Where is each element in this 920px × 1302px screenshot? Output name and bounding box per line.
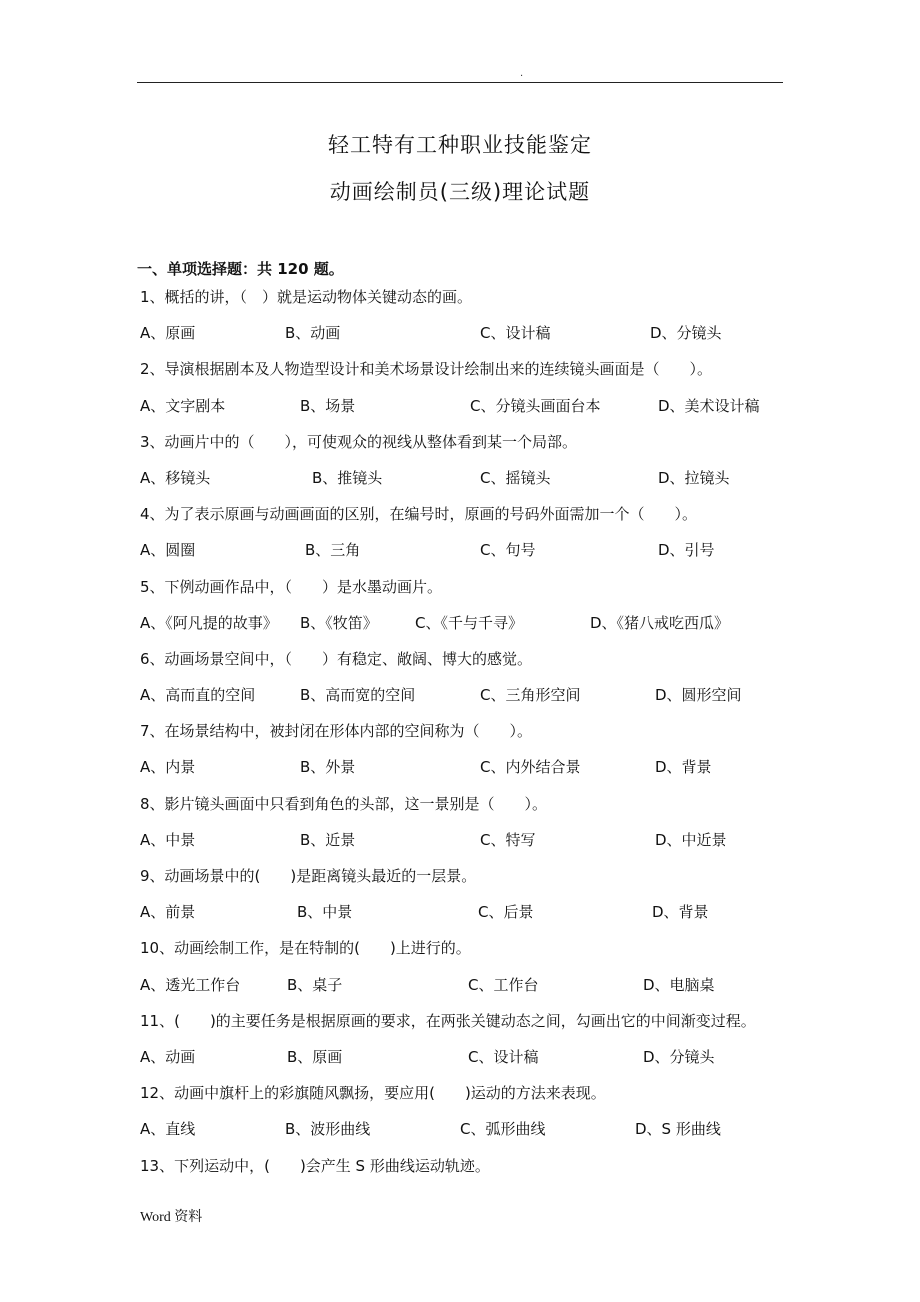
option-d: D、美术设计稿: [658, 396, 760, 415]
option-b: B、波形曲线: [285, 1120, 371, 1139]
question-text: [140, 1081, 840, 1117]
question-stem: 7、在场景结构中，被封闭在形体内部的空间称为（ ）。: [140, 722, 533, 741]
question-text: [140, 357, 840, 393]
option-b: B、《牧笛》: [300, 613, 378, 632]
option-a: A、动画: [140, 1047, 196, 1066]
option-c: C、《千与千寻》: [415, 613, 523, 632]
option-c: C、设计稿: [480, 324, 551, 343]
options-row: [140, 973, 840, 1009]
question-stem: 3、动画片中的（ ），可使观众的视线从整体看到某一个局部。: [140, 432, 578, 451]
option-b: B、高而宽的空间: [300, 686, 416, 705]
question-stem: 10、动画绘制工作，是在特制的( )上进行的。: [140, 939, 471, 958]
option-c: C、工作台: [468, 975, 539, 994]
question-list: [140, 285, 840, 1190]
option-b: B、外景: [300, 758, 356, 777]
question-stem: 1、概括的讲，（ ）就是运动物体关键动态的画。: [140, 288, 473, 306]
option-c: C、弧形曲线: [460, 1120, 546, 1139]
question-text: [140, 1154, 840, 1190]
question-stem: 8、影片镜头画面中只看到角色的头部，这一景别是（ ）。: [140, 794, 548, 813]
option-a: A、透光工作台: [140, 975, 241, 994]
options-row: [140, 828, 840, 864]
option-b: B、场景: [300, 396, 356, 415]
option-a: A、中景: [140, 830, 196, 849]
question-text: [140, 647, 840, 683]
option-a: A、圆圈: [140, 541, 196, 560]
option-d: D、分镜头: [650, 324, 722, 343]
option-a: A、文字剧本: [140, 396, 226, 415]
option-c: C、分镜头画面台本: [470, 396, 601, 415]
option-b: B、动画: [285, 324, 341, 343]
question-stem: 2、导演根据剧本及人物造型设计和美术场景设计绘制出来的连续镜头画面是（ ）。: [140, 360, 713, 379]
option-b: B、中景: [297, 903, 353, 922]
question-text: [140, 430, 840, 466]
title-line-2: 动画绘制员(三级)理论试题: [329, 180, 591, 204]
header-dot: .: [520, 68, 524, 79]
option-a: A、原画: [140, 324, 196, 343]
option-a: A、高而直的空间: [140, 686, 256, 705]
option-a: A、直线: [140, 1120, 196, 1139]
question-stem: 9、动画场景中的( )是距离镜头最近的一层景。: [140, 867, 477, 885]
question-stem: 13、下列运动中，( )会产生 S 形曲线运动轨迹。: [140, 1156, 490, 1175]
options-row: [140, 683, 840, 719]
option-c: C、摇镜头: [480, 468, 551, 487]
option-d: D、拉镜头: [658, 468, 730, 487]
question-text: [140, 575, 840, 611]
options-row: [140, 900, 840, 936]
options-row: [140, 611, 840, 647]
option-a: A、移镜头: [140, 468, 211, 487]
option-a: A、《阿凡提的故事》: [140, 613, 278, 632]
option-d: D、圆形空间: [655, 686, 742, 705]
option-b: B、三角: [305, 541, 361, 560]
option-d: D、电脑桌: [643, 975, 715, 994]
option-a: A、前景: [140, 903, 196, 922]
option-b: B、推镜头: [312, 468, 383, 487]
question-stem: 11、( )的主要任务是根据原画的要求，在两张关键动态之间，勾画出它的中间渐变过程。: [140, 1011, 756, 1030]
options-row: [140, 538, 840, 574]
question-stem: 6、动画场景空间中，（ ）有稳定、敞阔、博大的感觉。: [140, 649, 533, 668]
question-text: [140, 864, 840, 900]
options-row: [140, 466, 840, 502]
option-c: C、特写: [480, 830, 536, 849]
question-text: [140, 285, 840, 321]
section-heading: 一、单项选择题：共 120 题。: [137, 260, 344, 278]
option-c: C、设计稿: [468, 1047, 539, 1066]
option-b: B、原画: [287, 1047, 343, 1066]
option-d: D、背景: [655, 758, 712, 777]
option-d: D、中近景: [655, 830, 727, 849]
option-d: D、引号: [658, 541, 715, 560]
header-rule: [137, 82, 783, 83]
option-b: B、近景: [300, 830, 356, 849]
question-stem: 4、为了表示原画与动画画面的区别，在编号时，原画的号码外面需加一个（ ）。: [140, 505, 698, 524]
option-b: B、桌子: [287, 975, 343, 994]
option-d: D、《猪八戒吃西瓜》: [590, 613, 730, 632]
options-row: [140, 755, 840, 791]
option-c: C、句号: [480, 541, 536, 560]
question-text: [140, 936, 840, 972]
options-row: [140, 394, 840, 430]
question-stem: 12、动画中旗杆上的彩旗随风飘扬，要应用( )运动的方法来表现。: [140, 1084, 606, 1103]
option-d: D、背景: [652, 903, 709, 922]
options-row: [140, 1045, 840, 1081]
option-c: C、内外结合景: [480, 758, 581, 777]
title-line-1: 轻工特有工种职业技能鉴定: [328, 133, 592, 157]
option-a: A、内景: [140, 758, 196, 777]
footer-text: Word 资料: [140, 1210, 203, 1225]
options-row: [140, 1117, 840, 1153]
options-row: [140, 321, 840, 357]
question-stem: 5、下例动画作品中，（ ）是水墨动画片。: [140, 577, 443, 596]
question-text: [140, 719, 840, 755]
option-d: D、分镜头: [643, 1047, 715, 1066]
option-c: C、后景: [478, 903, 534, 922]
option-c: C、三角形空间: [480, 686, 581, 705]
question-text: [140, 502, 840, 538]
option-d: D、S 形曲线: [635, 1120, 721, 1139]
question-text: [140, 792, 840, 828]
question-text: [140, 1009, 840, 1045]
